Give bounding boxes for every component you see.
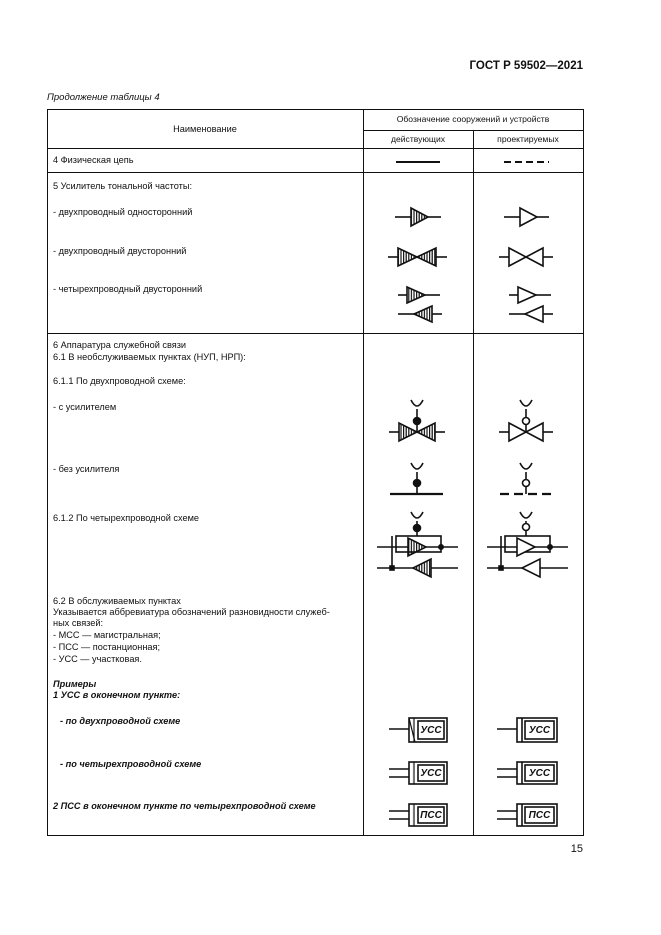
row-amplifier-2w-one: - двухпроводный односторонний bbox=[53, 207, 193, 217]
example-2: 2 ПСС в оконечном пункте по четырехпроводной схеме bbox=[53, 801, 316, 811]
row-attended-ucc: - УСС — участковая. bbox=[53, 654, 142, 664]
row-2w-scheme: 6.1.1 По двухпроводной схеме: bbox=[53, 376, 186, 386]
col-header-name: Наименование bbox=[173, 124, 237, 134]
row-attended: 6.2 В обслуживаемых пунктах bbox=[53, 596, 181, 606]
row-attended-pcc: - ПСС — постанционная; bbox=[53, 642, 161, 652]
row-without-amplifier: - без усилителя bbox=[53, 464, 120, 474]
row-physical-circuit: 4 Физическая цепь bbox=[53, 155, 134, 165]
service-2w-amp-existing bbox=[389, 400, 445, 441]
row-attended-note-2: ных связей: bbox=[53, 618, 104, 628]
pcc-label-existing: ПСС bbox=[420, 810, 442, 821]
row-amplifier-2w-two: - двухпроводный двусторонний bbox=[53, 246, 187, 256]
row-amplifier-4w-two: - четырехпроводный двусторонний bbox=[53, 284, 203, 294]
amp-4w-two-designed bbox=[509, 287, 553, 322]
page-number: 15 bbox=[570, 843, 583, 855]
example-1: 1 УСС в оконечном пункте: bbox=[53, 690, 181, 700]
amp-2w-one-designed bbox=[504, 208, 549, 226]
row-with-amplifier: - с усилителем bbox=[53, 402, 117, 412]
col-header-group: Обозначение сооружений и устройств bbox=[396, 114, 550, 124]
row-attended-mcc: - МСС — магистральная; bbox=[53, 630, 161, 640]
ucc-label-2w-designed: УСС bbox=[528, 725, 551, 736]
row-attended-note-1: Указывается аббревиатура обозначений разновидности служеб- bbox=[53, 607, 330, 617]
amp-2w-two-designed bbox=[499, 248, 553, 266]
row-4w-scheme: 6.1.2 По четырехпроводной схеме bbox=[53, 513, 199, 523]
row-unattended: 6.1 В необслуживаемых пунктах (НУП, НРП): bbox=[53, 352, 246, 362]
examples-title: Примеры bbox=[53, 679, 97, 689]
row-amplifier: 5 Усилитель тональной частоты: bbox=[53, 181, 192, 191]
row-service-equipment: 6 Аппаратура служебной связи bbox=[53, 340, 187, 350]
pcc-label-designed: ПСС bbox=[528, 810, 551, 821]
service-2w-amp-designed bbox=[499, 400, 553, 441]
ucc-label-4w-existing: УСС bbox=[420, 768, 442, 779]
example-1a: - по двухпроводной схеме bbox=[60, 716, 181, 726]
service-2w-noamp-existing bbox=[390, 463, 443, 494]
col-header-existing: действующих bbox=[390, 134, 446, 144]
amp-2w-two-existing bbox=[388, 248, 447, 266]
document-id: ГОСТ Р 59502—2021 bbox=[469, 60, 583, 72]
col-header-designed: проектируемых bbox=[497, 134, 559, 144]
table-caption: Продолжение таблицы 4 bbox=[47, 92, 160, 103]
service-4w-existing bbox=[377, 512, 458, 577]
service-4w-designed bbox=[487, 512, 568, 577]
ucc-label-2w-existing: УСС bbox=[420, 725, 442, 736]
service-2w-noamp-designed bbox=[500, 463, 553, 494]
amp-2w-one-existing bbox=[395, 208, 441, 226]
amp-4w-two-existing bbox=[398, 287, 442, 322]
example-1b: - по четырехпроводной схеме bbox=[60, 759, 202, 769]
ucc-label-4w-designed: УСС bbox=[528, 768, 551, 779]
